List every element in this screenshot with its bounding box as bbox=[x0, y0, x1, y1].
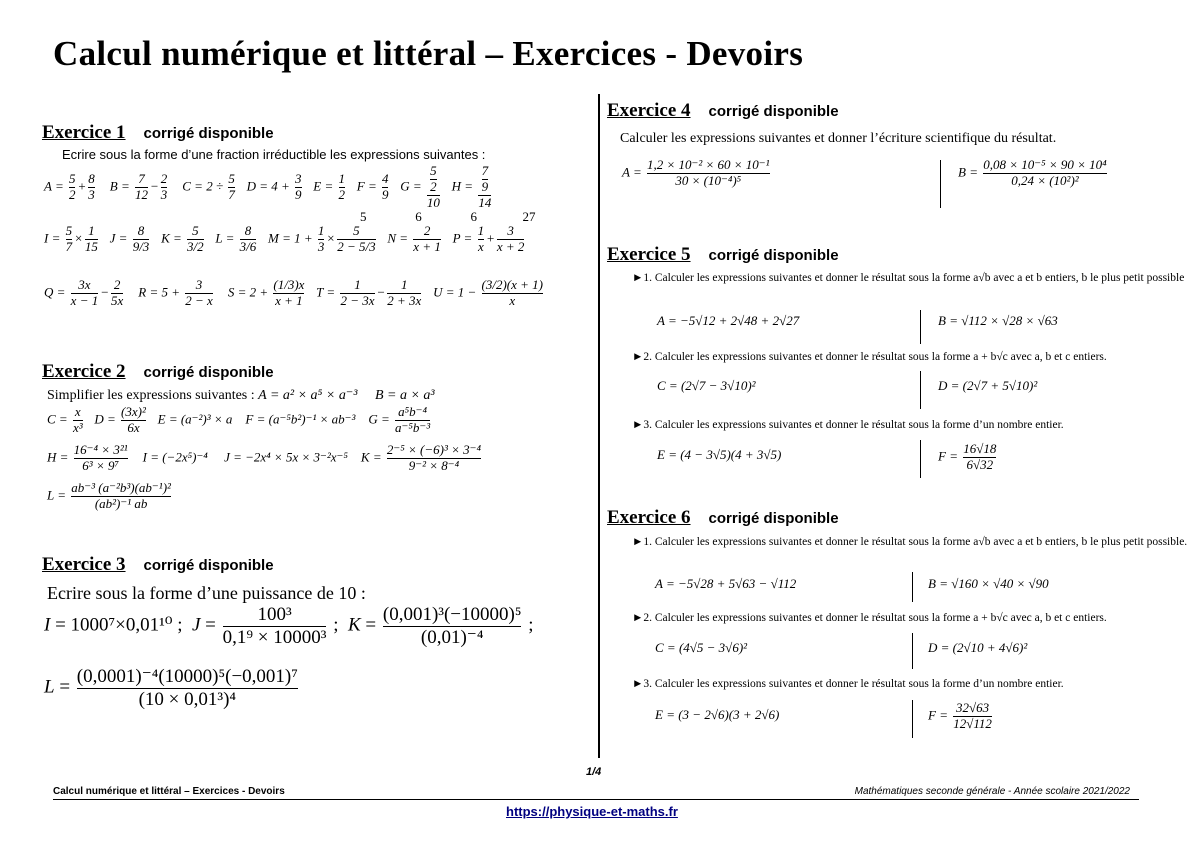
exercise-1-row-1: A = $\frac{5}{2}$ + $\frac{8}{3}$ B = $\frac{7}{12}$ − $\frac{2}{3}$ C = 2 ÷ $\frac{5}{7}$ D = 4 + $\frac{3}{9}$ E = $\frac{1}{2}$ F = $\frac{4}{9}$ G = $\frac{\frac{5}{2}}{10}$ H = $\frac{\frac{7}{9}}{14}$ bbox=[44, 163, 492, 210]
exercise-4-header bbox=[607, 100, 839, 122]
exercise-6-expr-c: C = (4√5 − 3√6)² bbox=[655, 640, 748, 655]
exercise-1-denominators: 5 6 6 27 bbox=[360, 209, 536, 224]
exercise-6-question-1: ►1. Calculer les expressions suivantes et donner le résultat sous la forme a√b avec a et b entiers, b le plus petit possible. bbox=[632, 536, 1188, 548]
exercise-6-title: Exercice 6 bbox=[607, 507, 691, 528]
exercise-2-instruction: Simplifier les expressions suivantes : bbox=[47, 388, 255, 403]
exercise-5-expr-e: E = (4 − 3√5)(4 + 3√5) bbox=[657, 447, 782, 462]
exercise-5-expr-d: D = (2√7 + 5√10)² bbox=[938, 378, 1038, 393]
exercise-1-instruction: Ecrire sous la forme d’une fraction irréductible les expressions suivantes : bbox=[62, 147, 486, 162]
exercise-4-separator bbox=[940, 160, 941, 208]
footer-left: Calcul numérique et littéral – Exercices - Devoirs bbox=[53, 786, 285, 797]
exercise-1-row-2: I = $\frac{5}{7}$ × $\frac{1}{15}$ J = $\frac{8}{9/3}$ K = $\frac{5}{3/2}$ L = $\frac{8}{3/6}$ M = 1 + $\frac{1}{3}$ × $\frac{5}{2 - 5/3}$ N = $\frac{2}{x + 1}$ P = $\frac{1}{x}$ + $\frac{3}{x + 2}$ bbox=[44, 223, 525, 254]
exercise-1-header bbox=[42, 122, 274, 144]
exercise-4-corrige[interactable]: corrigé disponible bbox=[708, 103, 839, 120]
exercise-6-expr-e: E = (3 − 2√6)(3 + 2√6) bbox=[655, 707, 780, 722]
footer-rule bbox=[53, 799, 1139, 800]
page-number: 1/4 bbox=[586, 766, 602, 778]
exercise-6-separator-3 bbox=[912, 700, 913, 738]
exercise-6-separator-1 bbox=[912, 572, 913, 602]
exercise-5-expr-f: F = $\frac{16√18}{6√32}$ bbox=[938, 441, 997, 472]
exercise-6-corrige[interactable]: corrigé disponible bbox=[708, 510, 839, 527]
exercise-1-row-3: Q = $\frac{3x}{x - 1}$ − $\frac{2}{5x}$ R = 5 + $\frac{3}{2 - x}$ S = 2 + $\frac{(1/3)x}{x + 1}$ T = $\frac{1}{2 - 3x}$ − $\frac{1}{2 + 3x}$ U = 1 − $\frac{(3/2)(x + 1)}{x}$ bbox=[44, 277, 543, 308]
exercise-1-title: Exercice 1 bbox=[42, 122, 126, 143]
site-link[interactable]: https://physique-et-maths.fr bbox=[506, 804, 678, 819]
exercise-6-expr-d: D = (2√10 + 4√6)² bbox=[928, 640, 1028, 655]
exercise-2-corrige[interactable]: corrigé disponible bbox=[143, 364, 274, 381]
exercise-6-expr-f: F = $\frac{32√63}{12√112}$ bbox=[928, 700, 992, 731]
exercise-5-corrige[interactable]: corrigé disponible bbox=[708, 247, 839, 264]
page-title: Calcul numérique et littéral – Exercices - Devoirs bbox=[53, 34, 804, 73]
exercise-5-title: Exercice 5 bbox=[607, 244, 691, 265]
column-divider bbox=[598, 94, 600, 758]
exercise-5-separator-2 bbox=[920, 371, 921, 409]
exercise-6-header bbox=[607, 507, 839, 529]
exercise-3-header bbox=[42, 554, 274, 576]
exercise-5-expr-c: C = (2√7 − 3√10)² bbox=[657, 378, 756, 393]
exercise-4-expr-b: B = $\frac{\text{0,08 × 10⁻⁵ × 90 × 10⁴}}{\text{0,24 × (10²)²}}$ bbox=[958, 157, 1107, 188]
exercise-5-question-3: ►3. Calculer les expressions suivantes et donner le résultat sous la forme d’un nombre entier. bbox=[632, 419, 1064, 431]
exercise-1-corrige[interactable]: corrigé disponible bbox=[143, 125, 274, 142]
exercise-6-separator-2 bbox=[912, 633, 913, 669]
exercise-2-row-3: L = $\frac{\text{ab⁻³ (a⁻²b³)(ab⁻¹)²}}{\text{(ab²)⁻¹ ab}}$ bbox=[47, 480, 171, 511]
exercise-5-expr-b: B = √112 × √28 × √63 bbox=[938, 313, 1058, 328]
exercise-3-row-2: L = $\frac{\text{(0,0001)⁻⁴(10000)⁵(−0,001)⁷}}{\text{(10 × 0,01³)⁴}}$ bbox=[44, 666, 298, 710]
exercise-2-header bbox=[42, 361, 274, 383]
exercise-3-instruction: Ecrire sous la forme d’une puissance de 10 : bbox=[47, 583, 366, 603]
exercise-5-separator-1 bbox=[920, 310, 921, 344]
exercise-2-row-2: H = $\frac{\text{16⁻⁴ × 3²¹}}{\text{6³ × 9⁷}}$ I = (−2x⁵)⁻⁴ J = −2x⁴ × 5x × 3⁻²x⁻⁵ K = $\frac{\text{2⁻⁵ × (−6)³ × 3⁻⁴}}{\text{9⁻² × 8⁻⁴}}$ bbox=[47, 442, 481, 473]
exercise-5-question-2: ►2. Calculer les expressions suivantes et donner le résultat sous la forme a + b√c avec a, b et c entiers. bbox=[632, 351, 1107, 363]
exercise-6-question-3: ►3. Calculer les expressions suivantes et donner le résultat sous la forme d’un nombre entier. bbox=[632, 678, 1064, 690]
exercise-6-expr-a: A = −5√28 + 5√63 − √112 bbox=[655, 576, 797, 591]
footer-right: Mathématiques seconde générale - Année scolaire 2021/2022 bbox=[854, 786, 1130, 797]
exercise-5-separator-3 bbox=[920, 440, 921, 478]
exercise-3-corrige[interactable]: corrigé disponible bbox=[143, 557, 274, 574]
exercise-6-expr-b: B = √160 × √40 × √90 bbox=[928, 576, 1049, 591]
exercise-2-instruction-line: Simplifier les expressions suivantes : A = a² × a⁵ × a⁻³ B = a × a³ bbox=[47, 388, 435, 403]
exercise-4-instruction: Calculer les expressions suivantes et donner l’écriture scientifique du résultat. bbox=[620, 131, 1057, 146]
exercise-2-title: Exercice 2 bbox=[42, 361, 126, 382]
exercise-3-title: Exercice 3 bbox=[42, 554, 126, 575]
exercise-3-row-1: I = 1000⁷×0,01¹⁰ ; J = $\frac{\text{100³}}{\text{0,1⁹ × 10000³}}$ ; K = $\frac{\text{(0,001)³(−10000)⁵}}{\text{(0,01)⁻⁴}}$ ; bbox=[44, 604, 534, 648]
exercise-4-expr-a: A = $\frac{\text{1,2 × 10⁻² × 60 × 10⁻¹}}{\text{30 × (10⁻⁴)⁵}}$ bbox=[622, 157, 770, 188]
exercise-5-header bbox=[607, 244, 839, 266]
exercise-2-row-1: C = $\frac{x}{\text{x³}}$ D = $\frac{\text{(3x)²}}{6x}$ E = (a⁻²)³ × a F = (a⁻⁵b²)⁻¹ × ab⁻³ G = $\frac{\text{a⁵b⁻⁴}}{\text{a⁻⁵b⁻³}}$ bbox=[47, 404, 431, 435]
exercise-5-expr-a: A = −5√12 + 2√48 + 2√27 bbox=[657, 313, 800, 328]
exercise-5-question-1: ►1. Calculer les expressions suivantes et donner le résultat sous la forme a√b avec a et b entiers, b le plus petit possible bbox=[632, 272, 1185, 284]
exercise-4-title: Exercice 4 bbox=[607, 100, 691, 121]
exercise-6-question-2: ►2. Calculer les expressions suivantes et donner le résultat sous la forme a + b√c avec a, b et c entiers. bbox=[632, 612, 1107, 624]
